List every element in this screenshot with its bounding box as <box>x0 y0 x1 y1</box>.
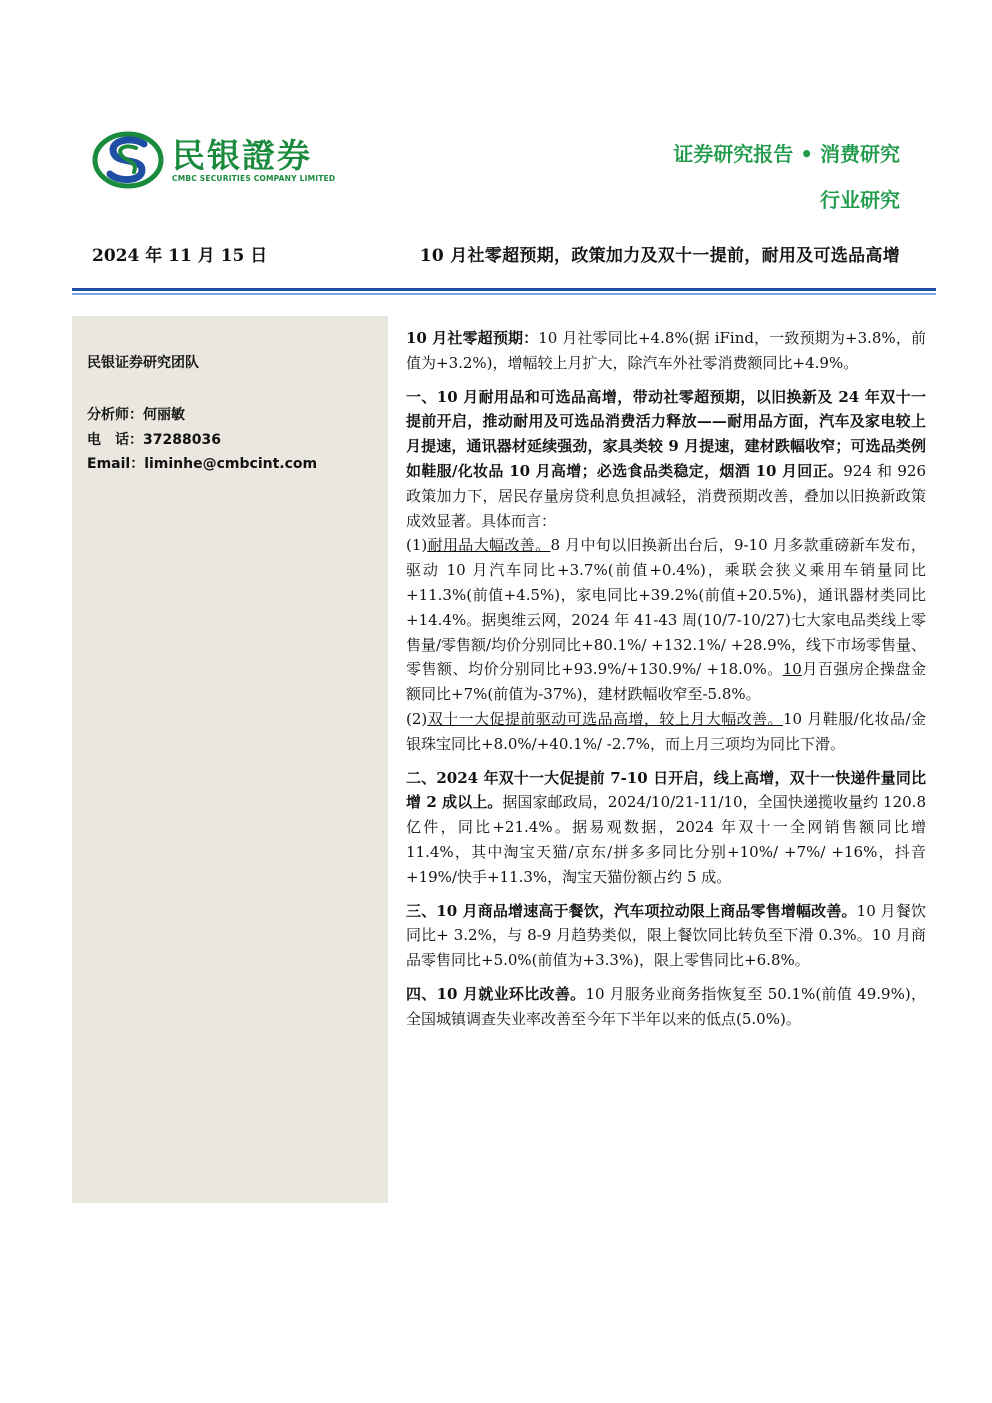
paragraph-lead: 二、2024 年双十一大促提前 7-10 日开启，线上高增，双十一快递件量同比增 2 成以上。 <box>406 768 926 812</box>
logo-english-name: CMBC SECURITIES COMPANY LIMITED <box>172 174 336 183</box>
report-title: 10 月社零超预期，政策加力及双十一提前，耐用及可选品高增 <box>419 246 900 266</box>
paragraph-section-1 <box>406 385 926 757</box>
paragraph-text: 10 月社零同比+4.8%(据 iFind，一致预期为+3.8%，前值为+3.2%)，增幅较上月扩大，除汽车外社零消费额同比+4.9%。 <box>406 329 926 372</box>
analyst-email: Email：liminhe@cmbcint.com <box>87 456 318 472</box>
paragraph-text: 月百强房企操盘金额同比+7%(前值为-37%)，建材跌幅收窄至-5.8%。 <box>406 660 926 704</box>
paragraph-lead: 10 月社零超预期： <box>406 329 539 347</box>
paragraph-text: 据国家邮政局，2024/10/21-11/10，全国快递揽收量约 120.8 亿件，同比+21.4%。据易观数据，2024 年双十一全网销售额同比增 11.4%，其中淘宝天猫/京东/拼多多同比分别+10%/ +7%/ +16%，抖音+19%/快手+11.3%，淘宝天猫份额占约 5 成。 <box>406 793 926 886</box>
paragraph-summary <box>406 326 926 376</box>
paragraph-text: 924 和 926 政策加力下，居民存量房贷利息负担减轻，消费预期改善，叠加以旧换新政策成效显著。具体而言： <box>406 461 926 530</box>
report-type: 行业研究 <box>820 188 900 212</box>
paragraph-text: 8 月中旬以旧换新出台后，9-10 月多款重磅新车发布，驱动 10 月汽车同比+3.7%(前值+0.4%)，乘联会狭义乘用车销量同比+11.3%(前值+4.5%)，家电同比+39.2%(前值+20.5%)，通讯器材类同比+14.4%。据奥维云网，2024 年 41-43 周(10/7-10/27)七大家电品类线上零售量/零售额/均价分别同比+80.1%/ +132.1%/ +28.9%，线下市场零售量、零售额、均价分别同比+93.9%/+130.9%/ +18.0%。 <box>406 536 926 679</box>
paragraph-section-4 <box>406 982 926 1032</box>
header-divider-light <box>72 293 936 295</box>
underlined-heading: 耐用品大幅改善。 <box>427 536 551 555</box>
logo-chinese-name: 民银證券 <box>172 136 312 175</box>
paragraph-section-2 <box>406 766 926 890</box>
header-divider <box>72 288 936 291</box>
paragraph-text: 10 月鞋服/化妆品/金银珠宝同比+8.0%/+40.1%/ -2.7%，而上月三项均为同比下滑。 <box>406 709 926 753</box>
report-category: 证券研究报告 • 消费研究 <box>673 142 900 166</box>
list-item-prefix: (2) <box>406 709 428 728</box>
report-date: 2024 年 11 月 15 日 <box>92 246 268 266</box>
analyst-sidebar <box>72 316 388 1203</box>
logo-mark-icon <box>92 128 168 192</box>
analyst-name: 分析师：何丽敏 <box>87 407 185 423</box>
paragraph-lead: 三、10 月商品增速高于餐饮，汽车项拉动限上商品零售增幅改善。 <box>406 901 857 920</box>
paragraph-text: 10 月服务业商务指恢复至 50.1%(前值 49.9%)，全国城镇调查失业率改善至今年下半年以来的低点(5.0%)。 <box>406 984 926 1028</box>
paragraph-section-3 <box>406 899 926 973</box>
underlined-heading: 双十一大促提前驱动可选品高增，较上月大幅改善。 <box>427 709 783 728</box>
research-team: 民银证券研究团队 <box>87 355 199 371</box>
paragraph-lead: 一、10 月耐用品和可选品高增，带动社零超预期，以旧换新及 24 年双十一提前开启，推动耐用及可选品消费活力释放——耐用品方面，汽车及家电较上月提速，通讯器材延续强劲，家具类较 9 月提速，建材跌幅收窄；可选品类例如鞋服/化妆品 10 月高增；必选食品类稳定，烟酒 10 月回正。 <box>406 387 926 480</box>
list-item-prefix: (1) <box>406 536 428 555</box>
analyst-phone: 电 话：37288036 <box>87 432 221 448</box>
paragraph-text: 10 月餐饮同比+ 3.2%，与 8-9 月趋势类似，限上餐饮同比转负至下滑 0.3%。10 月商品零售同比+5.0%(前值为+3.3%)，限上零售同比+6.8%。 <box>406 901 926 970</box>
company-logo <box>92 128 352 192</box>
paragraph-lead: 四、10 月就业环比改善。 <box>406 984 586 1003</box>
report-body <box>406 326 926 1041</box>
underlined-text: 10 <box>782 660 802 679</box>
